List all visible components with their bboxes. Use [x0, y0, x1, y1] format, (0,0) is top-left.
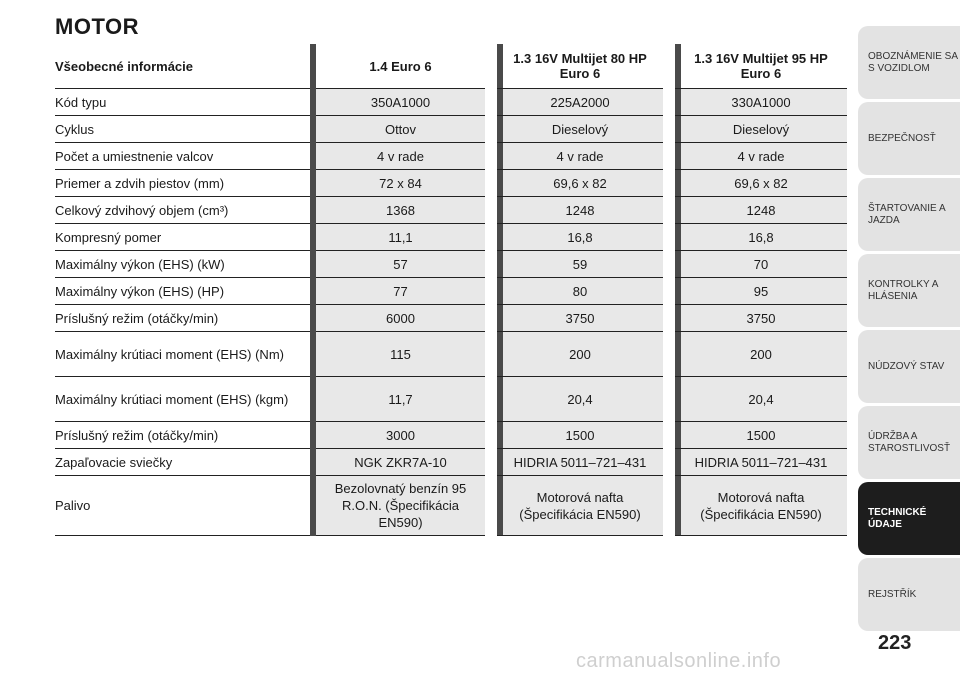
row-value: HIDRIA 5011–721–431	[491, 449, 669, 476]
row-value: Motorová nafta (Špecifikácia EN590)	[669, 476, 847, 536]
table-row	[55, 116, 847, 143]
row-label: Príslušný režim (otáčky/min)	[55, 422, 313, 449]
header-engine-1-4: 1.4 Euro 6	[313, 44, 491, 89]
tab-index[interactable]	[858, 558, 960, 631]
row-label: Počet a umiestnenie valcov	[55, 143, 313, 170]
table-row	[55, 332, 847, 377]
tab-label: KONTROLKY A HLÁSENIA	[868, 278, 938, 302]
row-value: 1248	[491, 197, 669, 224]
row-label: Zapaľovacie sviečky	[55, 449, 313, 476]
table-row	[55, 305, 847, 332]
watermark: carmanualsonline.info	[576, 650, 782, 672]
row-value: 1368	[313, 197, 491, 224]
row-value: HIDRIA 5011–721–431	[669, 449, 847, 476]
row-value: 4 v rade	[313, 143, 491, 170]
row-label: Maximálny krútiaci moment (EHS) (kgm)	[55, 377, 313, 422]
page-title: MOTOR	[55, 14, 139, 39]
table-row	[55, 224, 847, 251]
table-row	[55, 143, 847, 170]
row-value: 4 v rade	[491, 143, 669, 170]
page-number: 223	[878, 632, 912, 654]
row-value: 57	[313, 251, 491, 278]
row-value: 11,7	[313, 377, 491, 422]
row-value: 3750	[669, 305, 847, 332]
row-value: 69,6 x 82	[491, 170, 669, 197]
row-value: 70	[669, 251, 847, 278]
row-label: Palivo	[55, 476, 313, 536]
tab-warning-lights[interactable]	[858, 254, 960, 327]
table-header-row	[55, 44, 847, 89]
row-value: 95	[669, 278, 847, 305]
header-engine-multijet-95: 1.3 16V Multijet 95 HP Euro 6	[669, 44, 847, 89]
tab-label: TECHNICKÉ ÚDAJE	[868, 506, 927, 530]
table-row	[55, 422, 847, 449]
tab-label: OBOZNÁMENIE SA S VOZIDLOM	[868, 50, 958, 74]
row-label: Maximálny krútiaci moment (EHS) (Nm)	[55, 332, 313, 377]
tab-vehicle-intro[interactable]	[858, 26, 960, 99]
tab-label: NÚDZOVÝ STAV	[868, 360, 945, 372]
tab-safety[interactable]	[858, 102, 960, 175]
header-engine-multijet-80: 1.3 16V Multijet 80 HP Euro 6	[491, 44, 669, 89]
row-label: Kód typu	[55, 89, 313, 116]
tab-label: BEZPEČNOSŤ	[868, 132, 936, 144]
row-value: 6000	[313, 305, 491, 332]
tab-technical-data[interactable]	[858, 482, 960, 555]
row-value: 4 v rade	[669, 143, 847, 170]
header-general-info: Všeobecné informácie	[55, 44, 313, 89]
table-row	[55, 449, 847, 476]
row-value: Ottov	[313, 116, 491, 143]
row-value: 20,4	[491, 377, 669, 422]
row-value: 200	[669, 332, 847, 377]
row-value: 11,1	[313, 224, 491, 251]
row-value: 115	[313, 332, 491, 377]
row-value: 350A1000	[313, 89, 491, 116]
row-label: Maximálny výkon (EHS) (HP)	[55, 278, 313, 305]
row-value: 72 x 84	[313, 170, 491, 197]
table-row	[55, 476, 847, 536]
tab-label: REJSTŘÍK	[868, 588, 917, 600]
row-value: 1500	[491, 422, 669, 449]
engine-spec-table	[55, 44, 847, 536]
row-label: Maximálny výkon (EHS) (kW)	[55, 251, 313, 278]
row-value: 59	[491, 251, 669, 278]
row-value: 3000	[313, 422, 491, 449]
row-value: 3750	[491, 305, 669, 332]
row-value: 16,8	[491, 224, 669, 251]
row-value: NGK ZKR7A-10	[313, 449, 491, 476]
row-value: Bezolovnatý benzín 95 R.O.N. (Špecifikácia EN590)	[313, 476, 491, 536]
row-value: 330A1000	[669, 89, 847, 116]
row-label: Príslušný režim (otáčky/min)	[55, 305, 313, 332]
tab-emergency[interactable]	[858, 330, 960, 403]
table-row	[55, 89, 847, 116]
table-row	[55, 278, 847, 305]
table-row	[55, 170, 847, 197]
table-row	[55, 197, 847, 224]
tab-label: ÚDRŽBA A STAROSTLIVOSŤ	[868, 430, 951, 454]
row-label: Kompresný pomer	[55, 224, 313, 251]
row-label: Priemer a zdvih piestov (mm)	[55, 170, 313, 197]
row-value: 225A2000	[491, 89, 669, 116]
tab-starting-driving[interactable]	[858, 178, 960, 251]
row-value: 69,6 x 82	[669, 170, 847, 197]
row-value: 16,8	[669, 224, 847, 251]
row-value: 77	[313, 278, 491, 305]
tab-maintenance[interactable]	[858, 406, 960, 479]
row-label: Celkový zdvihový objem (cm³)	[55, 197, 313, 224]
tab-label: ŠTARTOVANIE A JAZDA	[868, 202, 946, 226]
row-value: Dieselový	[491, 116, 669, 143]
table-row	[55, 377, 847, 422]
row-value: Dieselový	[669, 116, 847, 143]
row-value: 80	[491, 278, 669, 305]
row-value: 200	[491, 332, 669, 377]
row-value: 1248	[669, 197, 847, 224]
row-label: Cyklus	[55, 116, 313, 143]
row-value: 20,4	[669, 377, 847, 422]
row-value: 1500	[669, 422, 847, 449]
row-value: Motorová nafta (Špecifikácia EN590)	[491, 476, 669, 536]
table-row	[55, 251, 847, 278]
